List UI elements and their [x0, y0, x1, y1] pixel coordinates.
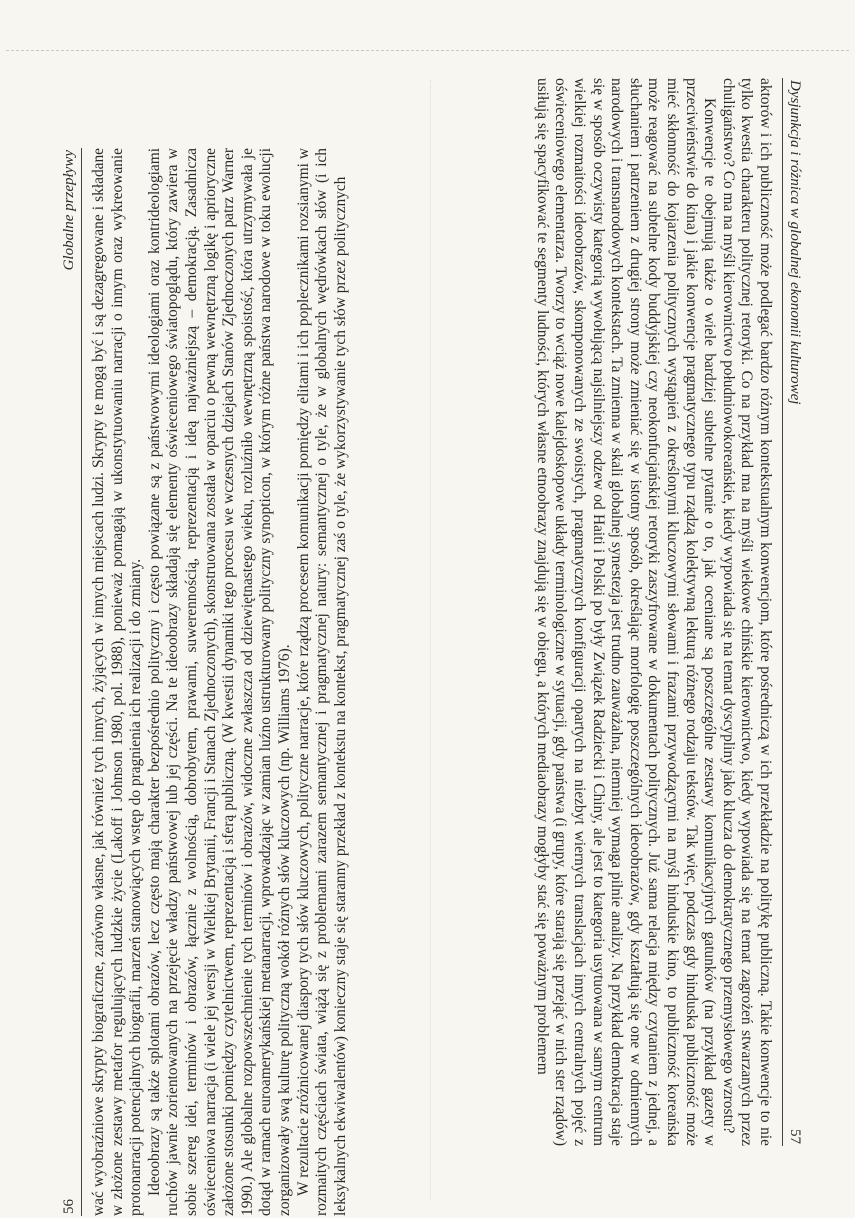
left-page-body: [82, 148, 350, 1216]
right-page-number: 57: [787, 1129, 803, 1144]
left-paragraph-1: wać wyobraźniowe skrypty biograficzne, zarówno własne, jak również tych innych, żyjących w innych miejscach ludzi. Skrypty te mogą być i są dezagregowane i składane w złożone zestawy metafor regulujących ludzkie życie (Lakoff i Johnson 1980, pol. 1988), ponieważ pomagają w ukonstytuowaniu narracji o innym oraz wykreowanie protonarracji potencjalnych biografii, marzeń stanowiących wstęp do pragnienia ich realizacji i do zmiany.: [90, 148, 145, 1216]
scan-top-edge: [6, 50, 849, 51]
left-paragraph-2: Ideoobrazy są także splotami obrazów, lecz często mają charakter bezpośrednio polityczny i często powiązane są z państwowymi ideologiami oraz kontrideologiami ruchów jawnie zorientowanych na przejęcie władzy państwowej lub jej części. Na te ideoobrazy składają się elementy oświeceniowego światopoglądu, który zawiera w sobie szereg idei, terminów i obrazów, łącznie z wolnością, dobrobytem, prawami, suwerennością, reprezentacją i ideą najważniejszą – demokracją. Zasadnicza oświeceniowa narracja (i wiele jej wersji w Wielkiej Brytanii, Francji i Stanach Zjednoczonych), skonstruowana została w oparciu o pewną wewnętrzną logikę i aprioryczne założone stosunki pomiędzy czytelnictwem, reprezentacją i sferą publiczną. (W kwestii dynamiki tego procesu we wczesnych dziejach Stanów Zjednoczonych patrz Warner 1990.) Ale globalne rozpowszechnienie tych terminów i obrazów, widoczne zwłaszcza od dziewiętnastego wieku, rozluźniło wewnętrzną spoistość, która utrzymywała je dotąd w ramach euroamerykańskiej metanarracji, wprowadzając w zamian luźno ustrukturowany polityczny synopticon, w którym różne państwa narodowe w toku ewolucji zorganizowały swą kulturę polityczną wokół różnych słów kluczowych (np. Williams 1976).: [145, 148, 293, 1216]
right-page-header: [782, 78, 808, 1146]
left-running-head: Globalne przepływy: [61, 150, 77, 271]
right-page-body: [532, 78, 782, 1146]
left-paragraph-3: W rezultacie zróżnicowanej diaspory tych słów kluczowych, polityczne narracje, które rządzą procesem komunikacji pomiędzy elitami i ich poplecznikami rozsianymi w rozmaitych częściach świata, wiążą się z problemami zarazem semantycznej i pragmatycznej natury: semantycznej o tyle, że w globalnych wędrówkach słów (i ich leksykalnych ekwiwalentów) konieczny staje się staranny przekład z kontekstu na kontekst, pragmatycznej zaś o tyle, że wykorzystywanie tych słów przez politycznych: [294, 148, 349, 1216]
right-paragraph-2: Konwencje te obejmują także o wiele bardziej subtelne pytanie o to, jak oceniane są poszczególne zestawy komunikacyjnych gatunków (na przykład gazety w przeciwieństwie do kina) i jakie konwencje pragmatycznego typu rządzą kolektywną lekturą różnego rodzaju tekstów. Tak więc, podczas gdy hinduska publiczność może mieć skłonność do kojarzenia politycznych wystąpień z określonymi kluczowymi słowami i frazami przywodzącymi na myśl hinduskie kino, to publiczność koreańska może reagować na subtelne kody buddyjskiej czy neokonfucjańskiej retoryki zaszyfrowane w dokumentach politycznych. Już sama relacja między czytaniem z jednej, a słuchaniem i patrzeniem z drugiej strony może zmieniać się w istotny sposób, określając morfologię poszczególnych ideoobrazów, gdy kształtują się one w odmiennych narodowych i transnarodowych kontekstach. Ta zmienna w skali globalnej synestezja jest trudno zauważalna, niemniej wymaga pilnie analizy. Na przykład demokracja staje się w sposób oczywisty kategorią wywołującą najsilniejszy odzew od Haiti i Polski po były Związek Radziecki i Chiny, ale jest to kategoria usytuowana w samym centrum wielkiej rozmaitości ideoobrazów, skomponowanych ze swoistych, pragmatycznych konfiguracji opartych na niezbyt wiernych translacjach innych centralnych pojęć z oświeceniowego elementarza. Tworzy to wciąż nowe kalejdoskopowe układy terminologiczne w sytuacji, gdy państwa (i grupy, które starają się przejąć w nich ster rządów) usiłują się spacyfikować te segmenty ludności, których własne etnoobrazy znajdują się w obiegu, a których mediaobrazy mogłyby stać się poważnym problemem: [533, 78, 719, 1146]
left-page-header: [56, 148, 82, 1216]
left-page-number: 56: [61, 1199, 77, 1214]
right-running-head: Dysjunkcja i różnica w globalnej ekonomii kulturowej: [787, 80, 803, 405]
right-page: [432, 78, 808, 1146]
left-page: [56, 148, 432, 1216]
right-paragraph-1: aktorów i ich publiczność może podlegać bardzo różnym kontekstualnym konwencjom, które pośredniczą w ich przekładzie na politykę publiczną. Takie konwencje to nie tylko kwestia charakteru politycznej retoryki. Co na przykład ma na myśli wiekowe chińskie kierownictwo, kiedy wypowiada się na temat zagrożeń stwarzanych przez chuligaństwo? Co ma na myśli kierownictwo południowokoreańskie, kiedy wypowiada się na temat dyscypliny jako klucza do demokratycznego przemysłowego wzrostu?: [719, 78, 774, 1146]
